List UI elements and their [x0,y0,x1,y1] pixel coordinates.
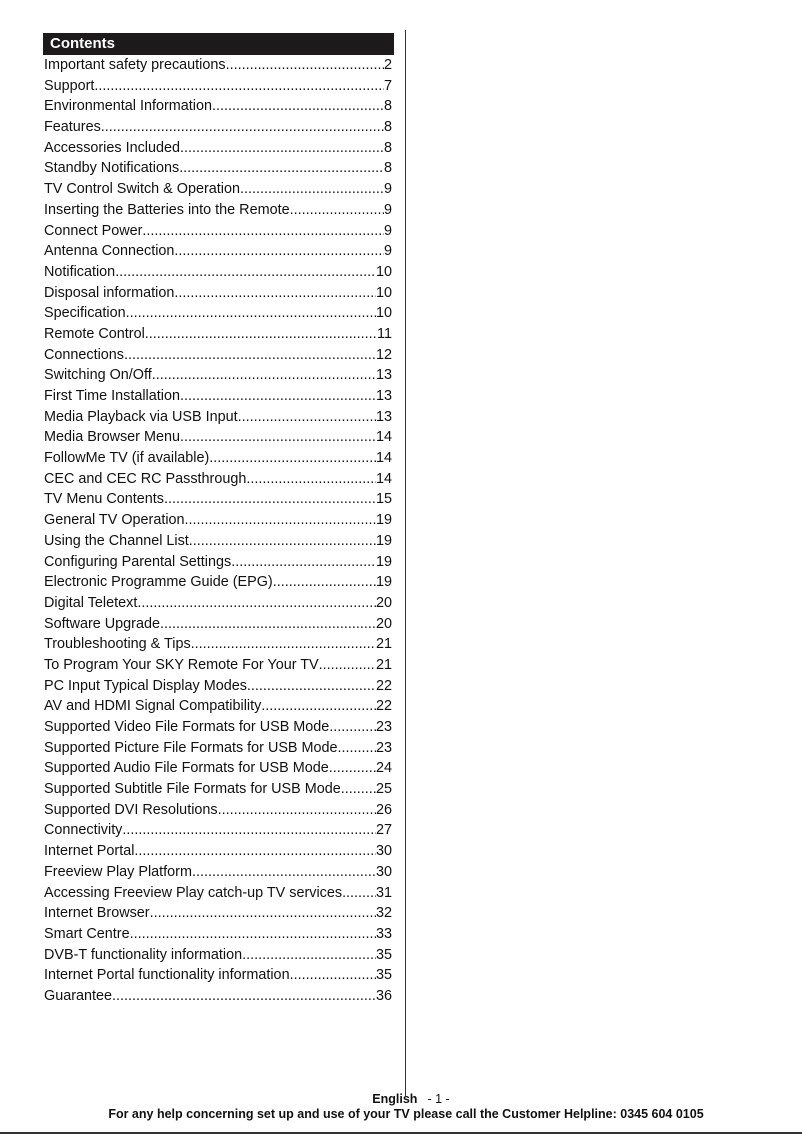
dot-leader [246,469,376,490]
contents-heading: Contents [43,33,394,55]
dot-leader [130,924,376,945]
toc-entry-page: 23 [375,719,392,735]
toc-entry-page: 22 [375,677,392,694]
dot-leader [191,634,376,655]
toc-entry-page: 30 [375,843,392,860]
toc-entry[interactable] [44,510,392,531]
toc-entry-label: Important safety precautions [44,57,226,73]
toc-entry-label: Remote Control [44,325,145,342]
dot-leader [160,614,376,635]
dot-leader [145,324,377,345]
toc-entry-label: Electronic Programme Guide (EPG) [44,574,273,591]
toc-entry-label: Supported Video File Formats for USB Mode [44,719,330,735]
toc-entry-label: Internet Browser [44,905,150,922]
toc-entry[interactable] [44,779,392,800]
toc-entry-page: 22 [375,698,392,715]
toc-entry-page: 11 [377,325,392,342]
toc-entry-label: Accessories Included [44,139,180,156]
toc-entry-page: 19 [375,553,392,570]
toc-entry-label: Troubleshooting & Tips [44,636,191,653]
dot-leader [247,676,376,697]
toc-entry[interactable] [44,883,392,904]
toc-entry-page: 23 [375,739,392,756]
toc-entry[interactable] [44,407,392,428]
dot-leader [164,489,376,510]
page-footer-language [0,1092,802,1106]
toc-entry[interactable] [44,386,392,407]
toc-entry-label: Supported Picture File Formats for USB Mode [44,739,338,756]
helpline-text: For any help concerning set up and use of your TV please call the Customer Helpline: 0345 604 0105 [108,1107,704,1121]
toc-entry-label: General TV Operation [44,512,185,529]
toc-entry-page: 13 [375,367,392,384]
toc-entry-label: Connections [44,346,124,363]
toc-entry-label: Guarantee [44,987,113,1004]
toc-entry-page: 14 [375,450,392,467]
toc-entry-label: Features [44,119,101,136]
dot-leader [174,283,376,304]
toc-entry[interactable] [44,303,392,324]
dot-leader [174,241,384,262]
dot-leader [180,138,384,159]
dot-leader [209,448,376,469]
dot-leader [242,945,376,966]
toc-entry[interactable] [44,634,392,655]
dot-leader [179,158,384,179]
toc-entry-page: 12 [375,346,392,363]
dot-leader [152,365,376,386]
toc-entry-label: FollowMe TV (if available) [44,450,210,467]
toc-entry[interactable] [44,158,392,179]
toc-entry[interactable] [44,924,392,945]
toc-entry[interactable] [44,138,392,159]
toc-entry-label: Notification [44,263,116,280]
toc-entry[interactable] [44,696,392,717]
dot-leader [218,800,376,821]
toc-entry-page: 25 [375,781,392,798]
toc-entry-label: Digital Teletext [44,594,138,611]
toc-entry-label: Supported Subtitle File Formats for USB Mode [44,781,341,798]
toc-entry[interactable] [44,800,392,821]
toc-entry-page: 9 [383,222,392,239]
dot-leader [231,552,376,573]
toc-entry-label: Using the Channel List [44,532,189,549]
dot-leader [94,76,384,97]
toc-entry[interactable] [44,986,392,1007]
toc-entry-label: To Program Your SKY Remote For Your TV [44,656,319,673]
toc-entry-label: Supported Audio File Formats for USB Mode [44,760,329,777]
toc-entry-label: Antenna Connection [44,243,175,260]
toc-entry[interactable] [44,427,392,448]
toc-entry-page: 27 [375,822,392,839]
dot-leader [261,696,376,717]
dot-leader [122,820,376,841]
dot-leader [290,965,376,986]
toc-entry[interactable] [44,531,392,552]
toc-entry-page: 26 [375,801,392,818]
toc-entry-page: 10 [375,284,392,301]
dot-leader [342,883,376,904]
dot-leader [185,510,376,531]
toc-entry-label: PC Input Typical Display Modes [44,677,247,694]
toc-entry-label: Media Playback via USB Input [44,408,238,425]
toc-entry-label: Accessing Freeview Play catch-up TV services [44,884,343,901]
page-number: - 1 - [427,1092,450,1106]
dot-leader [142,221,384,242]
dot-leader [124,345,376,366]
dot-leader [341,779,376,800]
toc-entry-page: 15 [375,491,392,508]
dot-leader [115,262,376,283]
toc-entry[interactable] [44,262,392,283]
toc-entry-label: Configuring Parental Settings [44,553,232,570]
toc-entry[interactable] [44,676,392,697]
toc-entry-page: 14 [375,470,392,487]
dot-leader [189,531,376,552]
dot-leader [338,738,376,759]
toc-entry[interactable] [44,945,392,966]
toc-entry[interactable] [44,55,392,76]
toc-entry[interactable] [44,738,392,759]
toc-entry[interactable] [44,903,392,924]
dot-leader [112,986,376,1007]
toc-entry-page: 19 [375,532,392,549]
toc-entry[interactable] [44,200,392,221]
toc-entry-label: Standby Notifications [44,160,180,177]
toc-entry-page: 8 [383,160,392,177]
dot-leader [212,96,384,117]
toc-entry-page: 9 [383,181,392,198]
toc-entry[interactable] [44,862,392,883]
toc-entry-page: 13 [375,388,392,404]
toc-entry[interactable] [44,469,392,490]
toc-entry[interactable] [44,324,392,345]
toc-entry-page: 21 [375,636,392,653]
toc-entry-page: 7 [383,77,392,94]
toc-entry-label: TV Menu Contents [44,491,164,508]
language-label: English [372,1092,418,1106]
toc-entry[interactable] [44,76,392,97]
toc-entry[interactable] [44,489,392,510]
toc-entry-page: 32 [375,905,392,922]
dot-leader [137,593,376,614]
dot-leader [150,903,376,924]
toc-entry[interactable] [44,965,392,986]
toc-entry-page: 10 [375,263,392,280]
toc-entry[interactable] [44,841,392,862]
dot-leader [238,407,376,428]
toc-entry-page: 35 [375,967,392,984]
toc-entry-page: 8 [383,119,392,136]
toc-entry-label: AV and HDMI Signal Compatibility [44,698,262,715]
toc-entry[interactable] [44,448,392,469]
dot-leader [273,572,376,593]
toc-entry[interactable] [44,365,392,386]
toc-entry-label: Internet Portal [44,843,135,860]
toc-entry-page: 33 [375,925,392,942]
toc-entry-label: Supported DVI Resolutions [44,801,218,818]
toc-entry-label: Freeview Play Platform [44,863,192,880]
toc-entry-page: 10 [375,305,392,322]
toc-entry[interactable] [44,241,392,262]
dot-leader [126,303,376,324]
toc-entry-page: 8 [383,98,392,115]
toc-entry[interactable] [44,717,392,738]
toc-entry-label: Internet Portal functionality information [44,967,290,984]
toc-entry-page: 36 [375,987,392,1004]
toc-entry-label: Switching On/Off [44,367,152,384]
dot-leader [180,386,376,407]
toc-entry-label: Connectivity [44,822,123,839]
dot-leader [319,655,376,676]
toc-entry-label: Specification [44,305,126,322]
dot-leader [134,841,376,862]
toc-entry-page: 2 [383,57,392,73]
toc-entry[interactable] [44,758,392,779]
toc-entry-label: TV Control Switch & Operation [44,181,240,198]
toc-entry[interactable] [44,117,392,138]
toc-entry[interactable] [44,593,392,614]
dot-leader [101,117,384,138]
toc-entry[interactable] [44,655,392,676]
dot-leader [290,200,384,221]
toc-entry-page: 20 [375,594,392,611]
toc-entry-label: Software Upgrade [44,615,160,632]
dot-leader [226,55,384,76]
toc-entry-page: 31 [375,884,392,901]
table-of-contents [44,55,392,1007]
toc-entry-label: Environmental Information [44,98,212,115]
toc-entry-page: 19 [375,574,392,591]
toc-entry[interactable] [44,572,392,593]
toc-entry-page: 21 [375,656,392,673]
toc-entry-page: 13 [375,408,392,425]
bottom-rule [0,1132,802,1134]
toc-entry-label: Inserting the Batteries into the Remote [44,201,290,218]
toc-entry-label: Connect Power [44,222,143,239]
toc-entry[interactable] [44,179,392,200]
toc-entry-page: 30 [375,863,392,880]
dot-leader [180,427,376,448]
toc-entry-page: 9 [383,243,392,260]
toc-entry-label: Media Browser Menu [44,429,180,446]
toc-entry[interactable] [44,283,392,304]
dot-leader [192,862,376,883]
toc-entry[interactable] [44,221,392,242]
dot-leader [329,717,376,738]
toc-entry[interactable] [44,345,392,366]
toc-entry-page: 35 [375,946,392,963]
toc-entry-page: 19 [375,512,392,529]
toc-entry[interactable] [44,820,392,841]
toc-entry-page: 14 [375,429,392,446]
toc-entry-page: 8 [383,139,392,156]
dot-leader [329,758,376,779]
toc-entry-label: DVB-T functionality information [44,946,243,963]
toc-entry-page: 9 [383,201,392,218]
toc-entry[interactable] [44,552,392,573]
toc-entry-label: Support [44,77,95,94]
toc-entry-label: Disposal information [44,284,175,301]
dot-leader [240,179,384,200]
toc-entry[interactable] [44,614,392,635]
column-divider [405,30,406,1096]
toc-entry[interactable] [44,96,392,117]
toc-entry-label: First Time Installation [44,388,180,404]
toc-entry-label: CEC and CEC RC Passthrough [44,470,247,487]
toc-entry-label: Smart Centre [44,925,130,942]
toc-entry-page: 20 [375,615,392,632]
toc-entry-page: 24 [375,760,392,777]
